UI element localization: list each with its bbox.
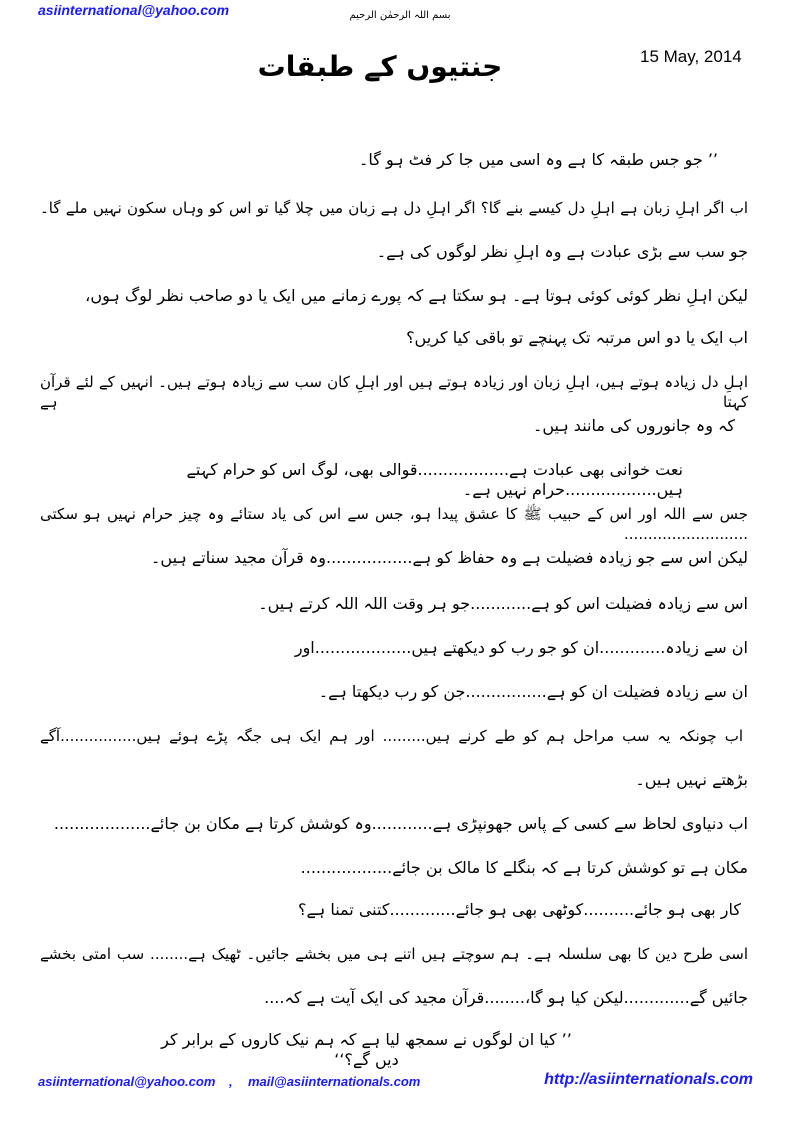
paragraph-line: ان سے زیادہ فضیلت ان کو ہے................جن کو رب دیکھتا ہے۔ <box>318 682 748 701</box>
paragraph-line: اہلِ دل زیادہ ہوتے ہیں، اہلِ زبان اور زیادہ ہوتے ہیں اور اہلِ کان سب سے زیادہ ہوتے ہیں۔ انہیں کے لئے قرآن کہتا ہے <box>40 373 748 411</box>
footer-website-link[interactable]: http://asiinternationals.com <box>544 1071 753 1088</box>
paragraph-line: بڑھتے نہیں ہیں۔ <box>635 770 748 789</box>
bismillah: بسم اللہ الرحمٰن الرحیم <box>349 10 451 21</box>
paragraph-line: نعت خوانی بھی عبادت ہے..................قوالی بھی، لوگ اس کو حرام کہتے ہیں..................حرام نہیں ہے۔ <box>186 460 683 499</box>
closing-quote: ’’ کیا ان لوگوں نے سمجھ لیا ہے کہ ہم نیک کاروں کے برابر کر دیں گے؟‘‘ <box>161 1030 572 1069</box>
paragraph-line: جائیں گے.............لیکن کیا ہو گا،........قرآن مجید کی ایک آیت ہے کہ.... <box>264 988 748 1007</box>
paragraph-line: اب چونکہ یہ سب مراحل ہم کو طے کرنے ہیں......... اور ہم ایک ہی جگہ پڑے ہوئے ہیں................آگے <box>40 727 743 745</box>
header-email-link[interactable]: asiinternational@yahoo.com <box>38 2 230 18</box>
document-title: جنتیوں کے طبقات <box>257 50 503 83</box>
footer-email-link[interactable]: asiinternational@yahoo.com <box>38 1074 216 1089</box>
paragraph-line: کار بھی ہو جائے..........کوٹھی بھی ہو جائے.............کتنی تمنا ہے؟ <box>298 900 741 919</box>
footer-separator: , <box>229 1074 233 1089</box>
paragraph-line: لیکن اس سے جو زیادہ فضیلت ہے وہ حفاظ کو ہے.................وہ قرآن مجید سناتے ہیں۔ <box>151 548 748 567</box>
footer-email-link-2[interactable]: mail@asiinternationals.com <box>248 1074 421 1089</box>
paragraph-line: اس سے زیادہ فضیلت اس کو ہے............جو ہر وقت اللہ اللہ کرتے ہیں۔ <box>258 594 748 613</box>
paragraph-line: ان سے زیادہ.............ان کو جو رب کو دیکھتے ہیں...................اور <box>294 638 748 657</box>
document-date: 15 May, 2014 <box>640 47 742 66</box>
paragraph-line: اب دنیاوی لحاظ سے کسی کے پاس جھونپڑی ہے............وہ کوشش کرتا ہے مکان بن جائے................... <box>53 814 748 833</box>
paragraph-line: مکان ہے تو کوشش کرتا ہے کہ بنگلے کا مالک بن جائے.................. <box>300 858 748 877</box>
paragraph-line: جس سے اللہ اور اس کے حبیب ﷺ کا عشق پیدا ہو، جس سے اس کی یاد ستائے وہ چیز حرام نہیں ہو سکتی .......................... <box>40 505 748 543</box>
paragraph-line: اب اگر اہلِ زبان ہے اہلِ دل کیسے بنے گا؟ اگر اہلِ دل ہے زبان میں چلا گیا تو اس کو وہاں سکون نہیں ملے گا۔ <box>40 199 748 217</box>
paragraph-line: اسی طرح دین کا بھی سلسلہ ہے۔ ہم سوچتے ہیں اتنے ہی میں بخشے جائیں۔ ٹھیک ہے........ سب امتی بخشے <box>40 945 748 963</box>
paragraph-line: اب ایک یا دو اس مرتبہ تک پہنچے تو باقی کیا کریں؟ <box>406 328 748 347</box>
paragraph-line: لیکن اہلِ نظر کوئی کوئی ہوتا ہے۔ ہو سکتا ہے کہ پورے زمانے میں ایک یا دو صاحب نظر لوگ ہوں، <box>85 286 748 305</box>
paragraph-line: جو سب سے بڑی عبادت ہے وہ اہلِ نظر لوگوں کی ہے۔ <box>376 242 748 261</box>
paragraph-line: ’’ جو جس طبقہ کا ہے وہ اسی میں جا کر فٹ ہو گا۔ <box>359 150 718 169</box>
paragraph-line: کہ وہ جانوروں کی مانند ہیں۔ <box>532 416 735 435</box>
